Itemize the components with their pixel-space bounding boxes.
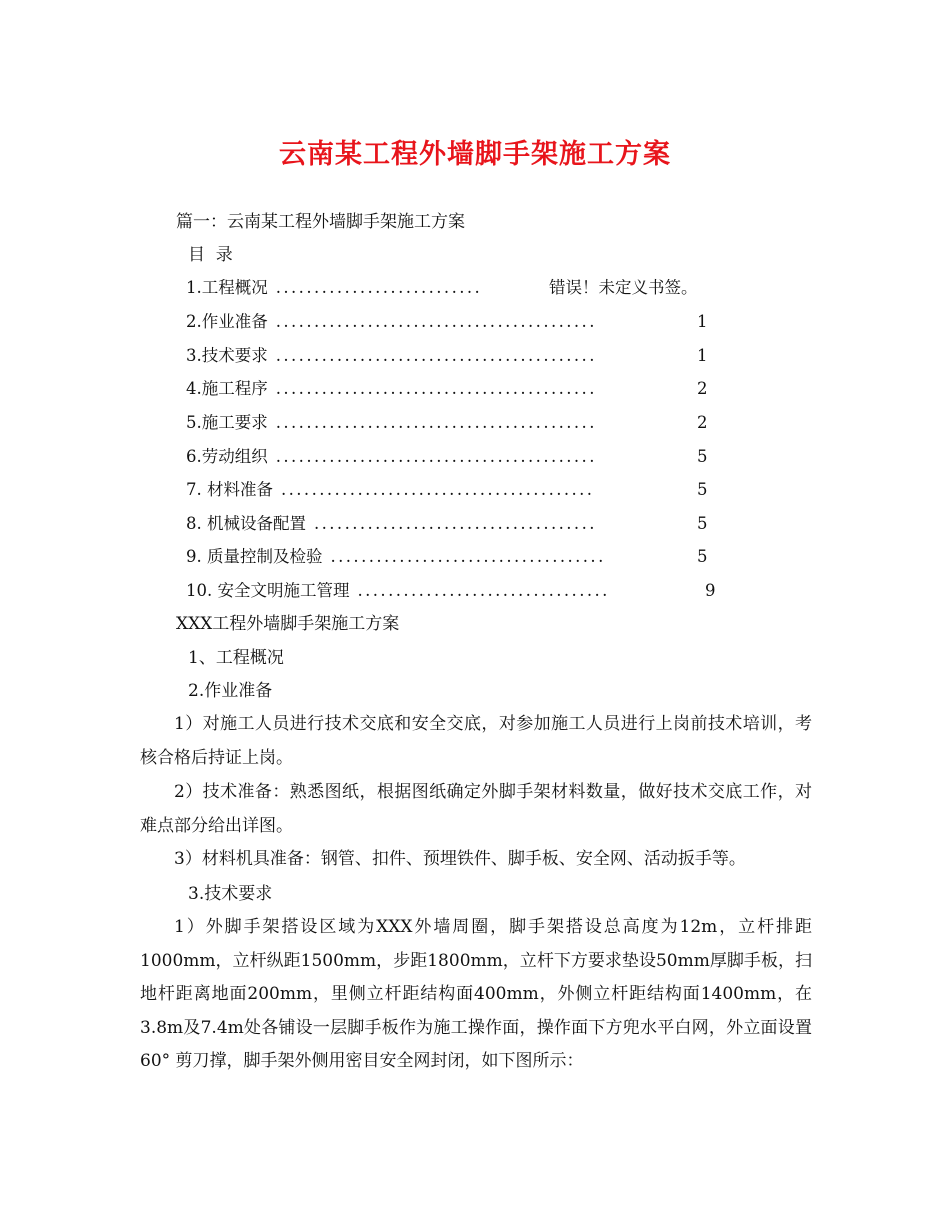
toc-entry-label: 1.工程概况 (186, 278, 268, 297)
toc-leader-dots: .......................................... (275, 346, 597, 365)
toc-entry[interactable] (186, 513, 708, 535)
toc-entry-page: 2 (697, 413, 708, 432)
paragraph-scaffold-spec: 1）外脚手架搭设区域为XXX外墙周圈，脚手架搭设总高度为12m，立杆排距1000mm，立杆纵距1500mm，步距1800mm，立杆下方要求垫设50mm厚脚手板，扫地杆距离地面200mm，里侧立杆距结构面400mm，外侧立杆距结构面1400mm，在3.8m及7.4m处各铺设一层脚手板作为施工操作面，操作面下方兜水平白网，外立面设置60° 剪刀撑，脚手架外侧用密目安全网封闭，如下图所示： (140, 917, 812, 1072)
toc-leader-dots: .......................................... (275, 312, 597, 331)
toc-entry-label: 9. 质量控制及检验 (186, 547, 323, 566)
toc-leader-dots: ................................. (357, 581, 610, 600)
toc-entry[interactable] (186, 277, 698, 299)
toc-entry-page: 1 (697, 346, 708, 365)
toc-entry-page: 5 (697, 514, 708, 533)
toc-leader-dots: .......................................... (275, 447, 597, 466)
section-heading-overview: 1、工程概况 (188, 648, 284, 668)
toc-entry-label: 3.技术要求 (186, 346, 268, 365)
toc-entry[interactable] (186, 311, 708, 333)
toc-entry-page: 9 (705, 581, 716, 600)
toc-entry[interactable] (186, 378, 708, 400)
toc-entry-label: 7. 材料准备 (186, 480, 273, 499)
toc-entry-label: 5.施工要求 (186, 413, 268, 432)
section-heading-preparation: 2.作业准备 (188, 681, 273, 701)
toc-entry-page: 5 (697, 480, 708, 499)
toc-leader-dots: ..................................... (314, 514, 597, 533)
toc-leader-dots: .................................... (330, 547, 606, 566)
toc-leader-dots: ......................................... (281, 480, 595, 499)
toc-heading: 目 录 (188, 245, 233, 265)
toc-entry-label: 6.劳动组织 (186, 447, 268, 466)
toc-entry-label: 10. 安全文明施工管理 (186, 581, 350, 600)
paragraph-tech-prep: 2）技术准备：熟悉图纸，根据图纸确定外脚手架材料数量，做好技术交底工作，对难点部分给出详图。 (140, 782, 812, 836)
toc-entry-label: 2.作业准备 (186, 312, 268, 331)
section-heading-requirements: 3.技术要求 (188, 884, 273, 904)
document-title: 云南某工程外墙脚手架施工方案 (279, 139, 671, 170)
toc-entry[interactable] (186, 479, 708, 501)
toc-entry[interactable] (186, 446, 708, 468)
paragraph-materials: 3）材料机具准备：钢管、扣件、预埋铁件、脚手板、安全网、活动扳手等。 (174, 849, 746, 869)
subtitle: 篇一：云南某工程外墙脚手架施工方案 (176, 212, 465, 232)
toc-leader-dots: .......................................... (275, 379, 597, 398)
doc-title: XXX工程外墙脚手架施工方案 (176, 614, 400, 634)
toc-entry[interactable] (186, 412, 708, 434)
paragraph-training: 1）对施工人员进行技术交底和安全交底，对参加施工人员进行上岗前技术培训，考核合格后持证上岗。 (140, 714, 812, 768)
toc-entry[interactable] (186, 345, 708, 367)
toc-leader-dots: .......................................... (275, 413, 597, 432)
toc-entry-page: 5 (697, 447, 708, 466)
toc-entry-label: 8. 机械设备配置 (186, 514, 306, 533)
toc-leader-dots: ........................... (275, 278, 483, 297)
toc-entry-page: 5 (697, 547, 708, 566)
toc-entry-page: 错误！未定义书签。 (549, 278, 698, 297)
toc-entry-page: 2 (697, 379, 708, 398)
toc-entry[interactable] (186, 546, 708, 568)
toc-entry-label: 4.施工程序 (186, 379, 268, 398)
toc-entry-page: 1 (697, 312, 708, 331)
toc-entry[interactable] (186, 580, 716, 602)
